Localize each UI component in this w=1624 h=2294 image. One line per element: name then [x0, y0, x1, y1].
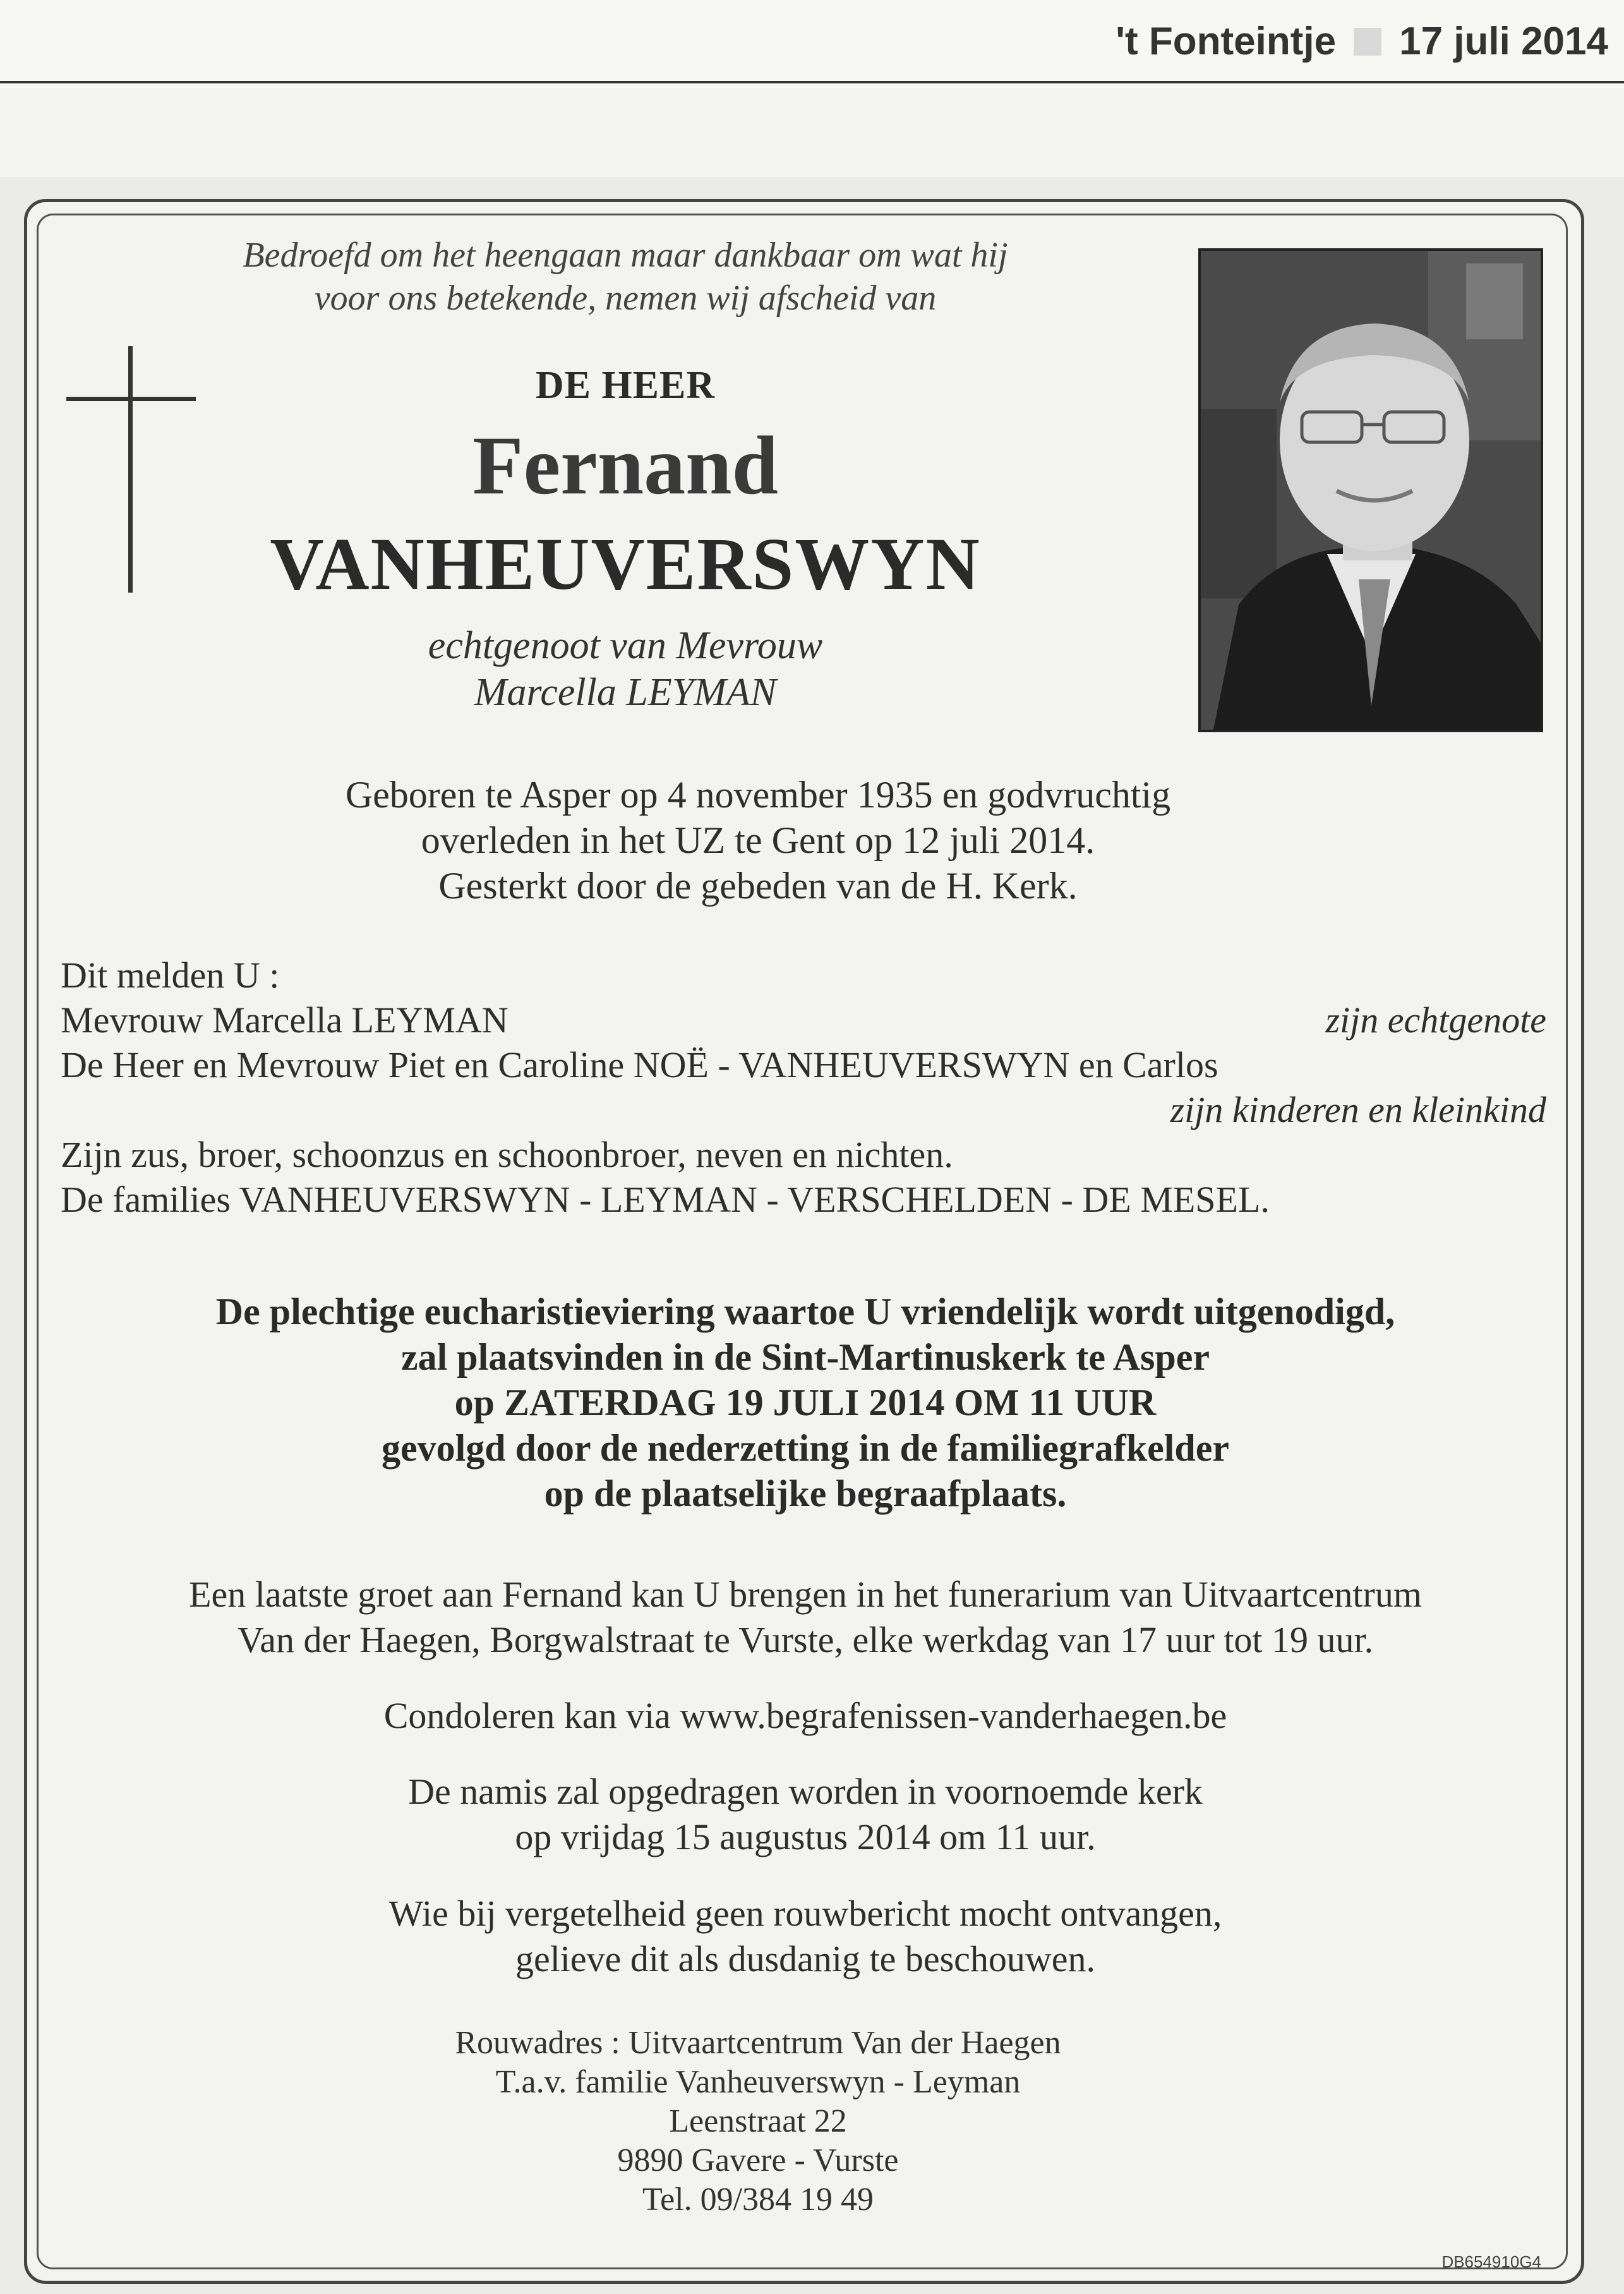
square-separator-icon — [1354, 28, 1381, 56]
birth-death-details — [189, 772, 1326, 909]
portrait-photo — [1198, 248, 1543, 732]
forgotten-notice — [63, 1891, 1548, 1982]
spouse-line: Marcella LEYMAN — [474, 671, 777, 714]
masthead-text — [1116, 19, 1608, 64]
address-line: 9890 Gavere - Vurste — [617, 2142, 899, 2178]
announcer-families: De families VANHEUVERSWYN - LEYMAN - VERSCHELDEN - DE MESEL. — [61, 1179, 1270, 1220]
intro-text — [88, 234, 1162, 320]
masthead — [0, 0, 1624, 88]
announcer-spouse-name: Mevrouw Marcella LEYMAN — [61, 999, 508, 1041]
ceremony-details — [63, 1289, 1548, 1516]
address-line: Rouwadres : Uitvaartcentrum Van der Haegen — [455, 2025, 1061, 2061]
address-line: Leenstraat 22 — [669, 2103, 847, 2139]
ceremony-line: zal plaatsvinden in de Sint-Martinuskerk te Asper — [400, 1336, 1210, 1378]
intro-line: voor ons betekende, nemen wij afscheid van — [314, 279, 937, 318]
ceremony-line: op de plaatselijke begraafplaats. — [544, 1473, 1067, 1514]
announcer-relatives: Zijn zus, broer, schoonzus en schoonbroer, neven en nichten. — [61, 1134, 953, 1175]
ceremony-line: gevolgd door de nederzetting in de familiegrafkelder — [381, 1427, 1230, 1469]
deceased-title: DE HEER — [535, 364, 716, 407]
birth-death-line: Geboren te Asper op 4 november 1935 en godvruchtig — [345, 774, 1171, 816]
cross-icon-bar — [66, 397, 196, 401]
announcer-row-children-role — [61, 1087, 1546, 1132]
ceremony-line: De plechtige eucharistieviering waartoe U vriendelijk wordt uitgenodigd, — [215, 1291, 1395, 1332]
portrait-photo-illustration — [1201, 251, 1541, 730]
birth-death-line: overleden in het UZ te Gent op 12 juli 2014. — [421, 819, 1095, 861]
visitation-line: Van der Haegen, Borgwalstraat te Vurste, elke werkdag van 17 uur tot 19 uur. — [237, 1619, 1374, 1660]
spouse-reference — [246, 622, 1004, 716]
intro-line: Bedroefd om het heengaan maar dankbaar om wat hij — [243, 236, 1008, 275]
forgotten-line: gelieve dit als dusdanig te beschouwen. — [515, 1938, 1096, 1979]
publication-date: 17 juli 2014 — [1399, 20, 1608, 63]
deceased-surname: VANHEUVERSWYN — [270, 522, 981, 605]
publication-name: 't Fonteintje — [1116, 20, 1337, 63]
announcer-row-spouse — [61, 998, 1546, 1042]
memorial-mass-line: op vrijdag 15 augustus 2014 om 11 uur. — [515, 1816, 1096, 1857]
spouse-line: echtgenoot van Mevrouw — [428, 624, 823, 667]
visitation-details — [63, 1572, 1548, 1663]
cross-icon — [128, 346, 133, 593]
mourning-address — [189, 2024, 1326, 2219]
ceremony-line: op ZATERDAG 19 JULI 2014 OM 11 UUR — [454, 1382, 1157, 1423]
announcers-list — [61, 953, 1546, 1222]
address-line: Tel. 09/384 19 49 — [642, 2182, 874, 2218]
visitation-line: Een laatste groet aan Fernand kan U brengen in het funerarium van Uitvaartcentrum — [189, 1574, 1422, 1615]
masthead-rule — [0, 81, 1624, 83]
reference-code: DB654910G4 — [1441, 2252, 1541, 2271]
forgotten-line: Wie bij vergetelheid geen rouwbericht mocht ontvangen, — [388, 1893, 1222, 1934]
memorial-mass-line: De namis zal opgedragen worden in voornoemde kerk — [408, 1771, 1203, 1812]
announcers-heading: Dit melden U : — [61, 955, 280, 996]
deceased-first-name: Fernand — [472, 419, 779, 512]
announcer-children-names: De Heer en Mevrouw Piet en Caroline NOË - VANHEUVERSWYN en Carlos — [61, 1044, 1218, 1085]
condolences-text: Condoleren kan via www.begrafenissen-vanderhaegen.be — [383, 1695, 1227, 1736]
address-line: T.a.v. familie Vanheuverswyn - Leyman — [495, 2064, 1021, 2100]
announcer-spouse-role: zijn echtgenote — [1325, 999, 1546, 1041]
memorial-mass-details — [63, 1769, 1548, 1860]
birth-death-line: Gesterkt door de gebeden van de H. Kerk. — [438, 865, 1078, 907]
announcer-children-role: zijn kinderen en kleinkind — [1170, 1089, 1546, 1130]
